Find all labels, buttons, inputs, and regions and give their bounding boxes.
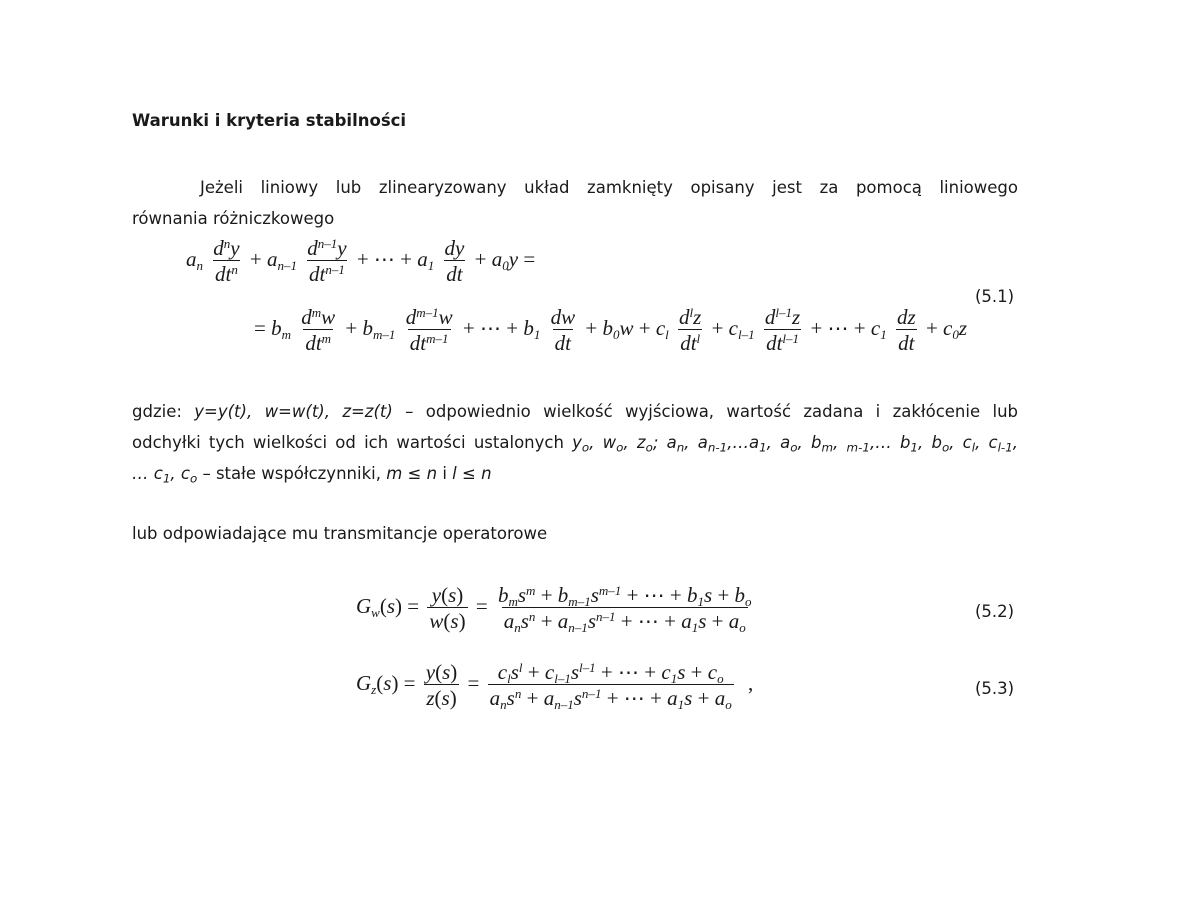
section-heading: Warunki i kryteria stabilności [132, 111, 407, 130]
definitions-line-1 [132, 396, 1018, 427]
steady-state-values: $y_o$, $w_o$, $z_o$; $a_n$, $a_{n-1},\dots a_1$, $a_o$, $b_m$, $_{m-1}$,… $b_1$, $b_o$, $c_l$, $c_{l-1}$, [572, 433, 1018, 455]
equation-5-2: $G_w(s)$ = $\frac{y(s)}{w(s)}$ = $\frac{b_ms^m + b_{m-1}s^{m-1} + \cdots + b_1s + b_o}{a_ns^n + a_{n-1}s^{n-1} + \cdots + a_1s + a_o}$ [356, 582, 752, 635]
equation-5-3-number: (5.3) [975, 679, 1015, 698]
equation-5-3: $G_z(s)$ = $\frac{y(s)}{z(s)}$ = $\frac{c_ls^l + c_{l-1}s^{l-1} + \cdots + c_1s + c_o}{a_ns^n + a_{n-1}s^{n-1} + \cdots + a_1s + a_o}$ , [356, 659, 754, 712]
equation-5-1-number: (5.1) [975, 287, 1015, 306]
equation-5-1-lhs: $a_n$ $\frac{d^ny}{dt^n}$ + $a_{n-1}$ $\frac{d^{n-1}y}{dt^{n-1}}$ + ⋯ + $a_1$ $\frac{dy}{dt}$ + $a_0y$ = [186, 235, 536, 287]
definitions-line-1-text: – odpowiednio wielkość wyjściowa, wartość zadana i zakłócenie lub [405, 402, 1018, 421]
equation-5-3-comma: , [747, 670, 754, 695]
transfer-intro: lub odpowiadające mu transmitancje operatorowe [132, 524, 548, 543]
definitions-line-2-text: odchyłki tych wielkości od ich wartości ustalonych [132, 433, 564, 452]
variable-definitions: y=y(t), w=w(t), z=z(t) [194, 402, 393, 421]
equation-5-2-number: (5.2) [975, 602, 1015, 621]
condition-l: l ≤ n [452, 464, 492, 483]
condition-m: m ≤ n [386, 464, 438, 483]
condition-and: i [442, 464, 447, 483]
equation-5-1-rhs: = $b_m$ $\frac{d^mw}{dt^m}$ + $b_{m-1}$ $\frac{d^{m-1}w}{dt^{m-1}}$ + ⋯ + $b_1$ $\frac{dw}{dt}$ + $b_0w + c_l$ $\frac{d^lz}{dt^l}$ + $c_{l-1}$ $\frac{d^{l-1}z}{dt^{l-1}}$ + ⋯ + $c_1$ $\frac{dz}{dt}$ + $c_0z$ [254, 304, 968, 356]
intro-line-1: Jeżeli liniowy lub zlinearyzowany układ zamknięty opisany jest za pomocą liniowego [200, 178, 1018, 197]
intro-line-2: równania różniczkowego [132, 209, 335, 228]
gdzie-label: gdzie: [132, 402, 182, 421]
definitions-line-3-text: – stałe współczynniki, [202, 464, 381, 483]
definitions-line-3: … $c_1$, $c_o$ – stałe współczynniki, m ≤ n i l ≤ n [132, 464, 492, 486]
